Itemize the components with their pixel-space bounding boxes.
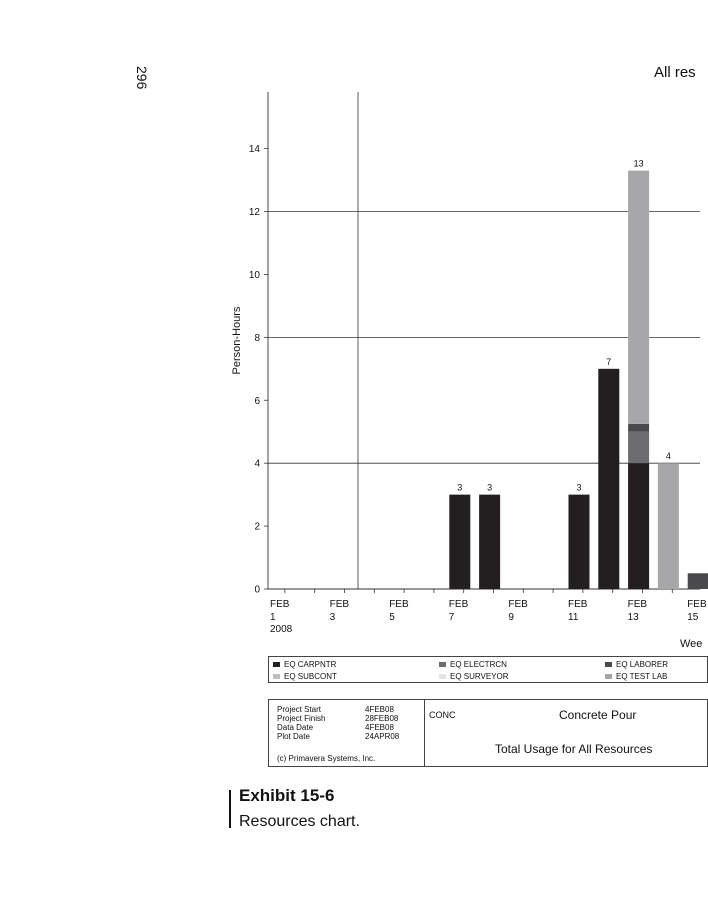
y-tick-label: 10 <box>248 269 260 281</box>
info-label: Data Date <box>277 723 314 732</box>
x-tick-day: 1 <box>270 612 276 623</box>
project-subtitle: Total Usage for All Resources <box>495 742 653 756</box>
header-title: All res <box>654 64 696 81</box>
legend-item-surveyor <box>439 672 509 681</box>
legend-label: EQ CARPNTR <box>284 660 337 669</box>
x-tick-day: 3 <box>329 612 336 623</box>
legend-swatch <box>605 662 612 667</box>
x-tick-day: 7 <box>448 612 455 623</box>
exhibit-caption: Resources chart. <box>239 813 360 830</box>
bar-segment <box>598 369 619 589</box>
page-number: 296 <box>134 66 150 90</box>
x-tick-day: 9 <box>508 612 514 623</box>
info-value: 24APR08 <box>365 732 400 741</box>
legend-swatch <box>439 674 446 679</box>
y-axis-label: Person-Hours <box>231 306 243 375</box>
bar-segment <box>628 171 649 424</box>
legend-swatch <box>605 674 612 679</box>
x-tick-month: FEB <box>568 599 588 610</box>
legend-label: EQ ELECTRCN <box>450 660 507 669</box>
x-tick-month: FEB <box>329 599 350 610</box>
x-tick-month: FEB <box>687 599 707 610</box>
x-tick-month: FEB <box>508 599 528 610</box>
project-code: CONC <box>429 710 456 720</box>
legend-item-electrcn <box>439 660 507 669</box>
y-tick-label: 2 <box>254 521 260 533</box>
bar-segment <box>479 495 500 589</box>
legend-label: EQ SURVEYOR <box>450 672 509 681</box>
x-tick-day: 5 <box>389 612 395 623</box>
bar-segment <box>628 463 649 589</box>
exhibit-rule <box>229 790 231 828</box>
bar-data-label: 3 <box>576 482 582 493</box>
x-tick-day: 15 <box>687 612 699 623</box>
x-tick-month: FEB <box>389 599 409 610</box>
copyright: (c) Primavera Systems, Inc. <box>277 754 376 763</box>
x-tick-day: 13 <box>627 612 639 623</box>
y-tick-label: 8 <box>254 332 260 344</box>
x-tick-month: FEB <box>448 599 469 610</box>
project-info-box <box>268 699 708 767</box>
bar-segment <box>569 495 590 589</box>
info-label: Project Start <box>277 705 322 714</box>
x-tick-month: FEB <box>270 599 290 610</box>
legend-item-subcont <box>273 672 337 681</box>
y-tick-label: 0 <box>254 584 260 596</box>
bar-segment <box>658 463 679 589</box>
legend-item-carpntr <box>273 660 336 669</box>
exhibit-title: Exhibit 15-6 <box>239 786 335 805</box>
legend-swatch <box>273 662 280 667</box>
x-tick-year: 2008 <box>270 624 293 635</box>
legend-label: EQ LABORER <box>616 660 669 669</box>
bar-segment <box>628 424 649 432</box>
legend-label: EQ TEST LAB <box>616 672 668 681</box>
bar-segment <box>628 432 649 463</box>
y-tick-label: 4 <box>254 458 260 470</box>
bar-segment <box>449 495 470 589</box>
legend-item-testlab <box>605 672 667 681</box>
legend-label: EQ SUBCONT <box>284 672 337 681</box>
bar-data-label: 3 <box>457 482 463 493</box>
info-label: Project Finish <box>277 714 326 723</box>
info-value: 28FEB08 <box>365 714 399 723</box>
project-title: Concrete Pour <box>559 708 637 722</box>
info-value: 4FEB08 <box>365 723 394 732</box>
bar-data-label: 4 <box>665 451 671 462</box>
x-tick-month: FEB <box>627 599 648 610</box>
legend-swatch <box>273 674 280 679</box>
legend-swatch <box>439 662 446 667</box>
x-tick-day: 11 <box>568 612 579 623</box>
legend <box>268 656 708 683</box>
info-label: Plot Date <box>277 732 310 741</box>
bar-segment <box>688 573 708 589</box>
project-dates <box>269 700 425 766</box>
bar-data-label: 3 <box>487 482 493 493</box>
y-tick-label: 12 <box>248 207 260 219</box>
legend-item-laborer <box>605 660 668 669</box>
bar-data-label: 13 <box>633 158 644 169</box>
bar-data-label: 7 <box>606 356 612 367</box>
info-value: 4FEB08 <box>365 705 394 714</box>
y-tick-label: 14 <box>248 144 260 156</box>
x-axis-label: Wee <box>680 638 703 650</box>
y-tick-label: 6 <box>254 395 260 407</box>
